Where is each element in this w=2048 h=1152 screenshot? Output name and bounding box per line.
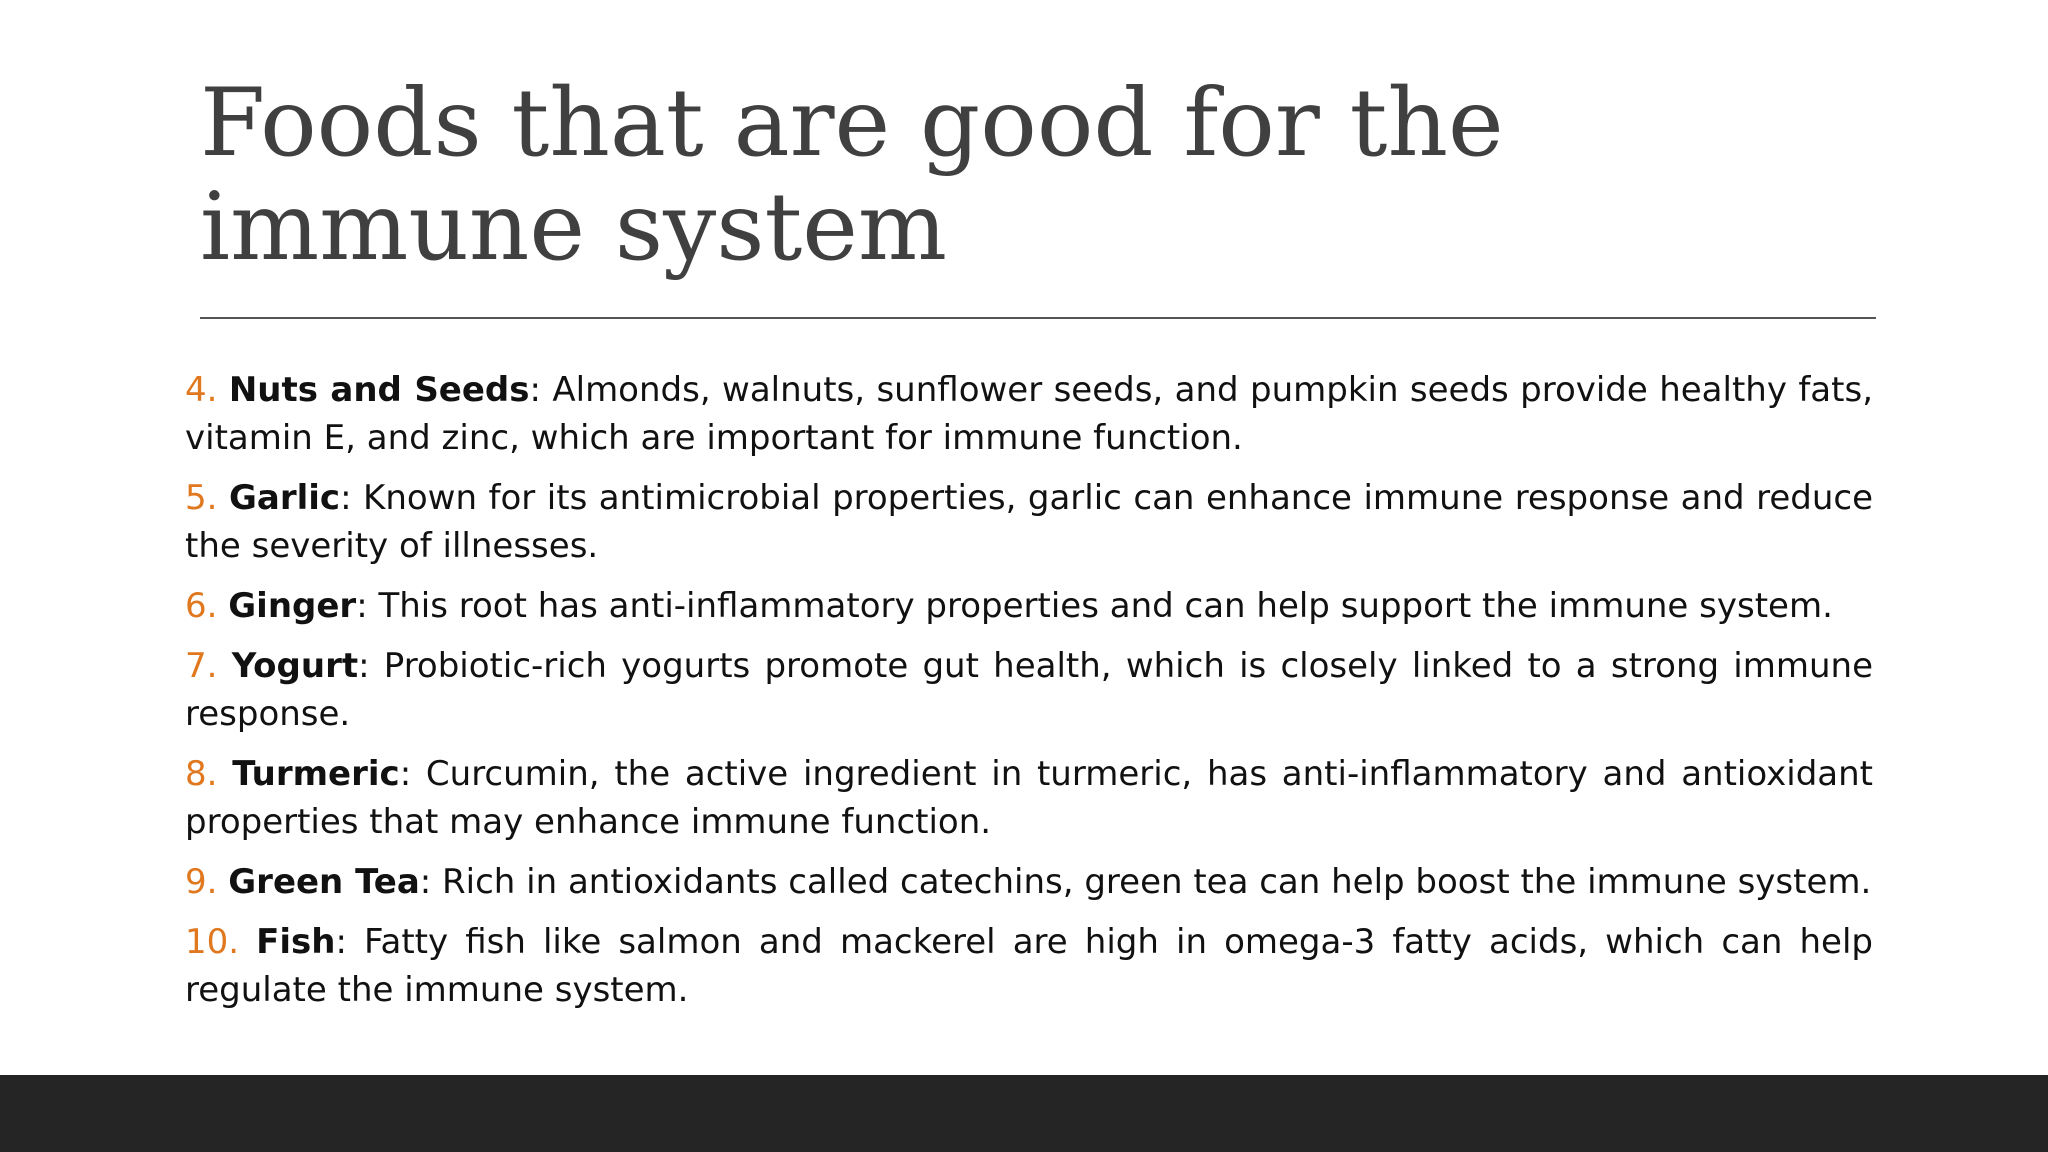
list-item-fish	[185, 918, 1873, 1014]
item-number: 7.	[185, 646, 218, 686]
item-text: : Probiotic-rich yogurts promote gut health, which is closely linked to a strong immune response.	[185, 646, 1873, 734]
item-name: Green Tea	[228, 862, 420, 902]
item-name: Turmeric	[232, 754, 400, 794]
item-text: : Curcumin, the active ingredient in turmeric, has anti-inflammatory and antioxidant properties that may enhance immune function.	[185, 754, 1873, 842]
item-text: : Fatty fish like salmon and mackerel are high in omega-3 fatty acids, which can help regulate the immune system.	[185, 922, 1873, 1010]
item-number: 6.	[185, 586, 218, 626]
footer-bar	[0, 1075, 2048, 1152]
list-item-green-tea	[185, 858, 1873, 906]
list-item-turmeric	[185, 750, 1873, 846]
title-divider	[200, 317, 1876, 319]
item-name: Yogurt	[231, 646, 359, 686]
item-number: 5.	[185, 478, 218, 518]
list-item-garlic	[185, 474, 1873, 570]
item-text: : This root has anti-inflammatory properties and can help support the immune system.	[356, 586, 1833, 626]
item-number: 8.	[185, 754, 218, 794]
item-text: : Rich in antioxidants called catechins, green tea can help boost the immune system.	[419, 862, 1872, 902]
item-name: Ginger	[228, 586, 357, 626]
slide-title: Foods that are good for the immune system	[200, 69, 1504, 282]
item-name: Garlic	[228, 478, 341, 518]
item-name: Fish	[256, 922, 336, 962]
list-item-yogurt	[185, 642, 1873, 738]
item-number: 10.	[185, 922, 240, 962]
item-name: Nuts and Seeds	[228, 370, 530, 410]
content-list	[185, 366, 1873, 1026]
item-text: : Almonds, walnuts, sunflower seeds, and pumpkin seeds provide healthy fats, vitamin E, and zinc, which are important for immune function.	[185, 370, 1873, 458]
list-item-ginger	[185, 582, 1873, 630]
item-number: 9.	[185, 862, 218, 902]
item-text: : Known for its antimicrobial properties, garlic can enhance immune response and reduce the severity of illnesses.	[185, 478, 1873, 566]
item-number: 4.	[185, 370, 218, 410]
list-item-nuts-and-seeds	[185, 366, 1873, 462]
